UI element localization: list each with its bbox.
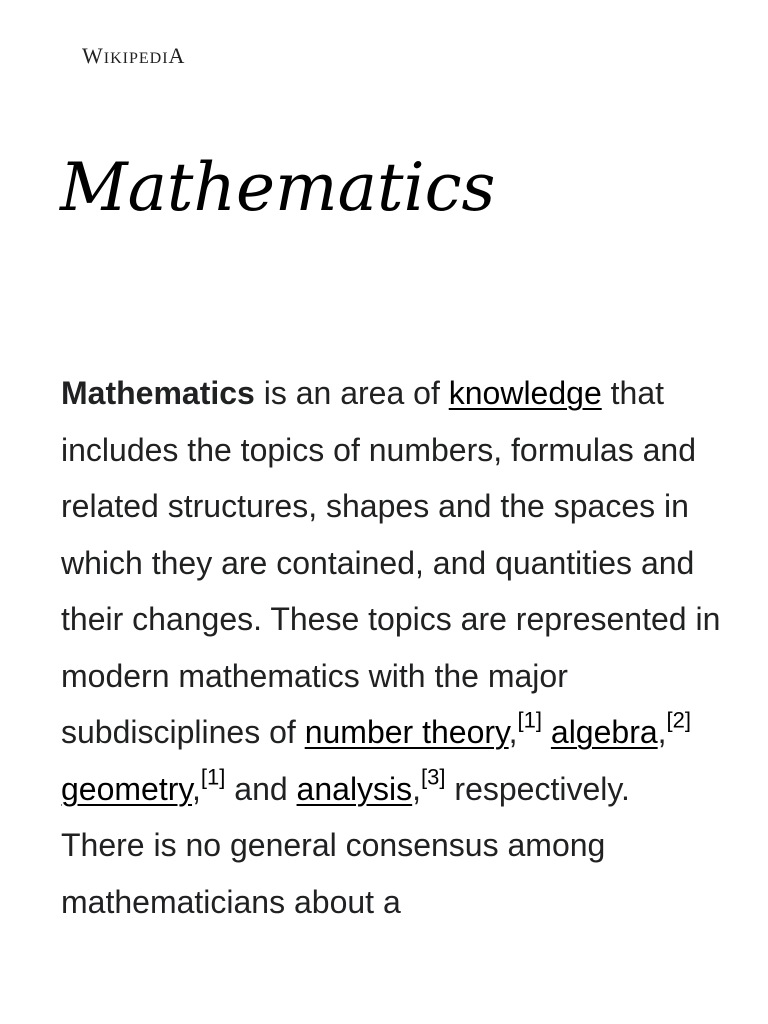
link-analysis[interactable]: analysis xyxy=(296,770,413,807)
link-algebra[interactable]: algebra xyxy=(550,714,658,750)
logo-small-caps: IKIPEDI xyxy=(103,50,169,67)
reference-1-link[interactable]: [1] xyxy=(517,707,542,733)
link-number-theory[interactable]: number theory xyxy=(304,714,509,750)
logo-letter-w: W xyxy=(82,43,104,68)
comma: , xyxy=(508,714,518,750)
logo-letter-a: A xyxy=(168,43,186,68)
comma: , xyxy=(412,770,422,807)
lead-text-1: is an area of xyxy=(254,375,449,411)
reference-2-link[interactable]: [2] xyxy=(666,707,691,733)
bold-term: Mathematics xyxy=(61,375,255,411)
article-lead-paragraph xyxy=(61,365,721,930)
link-knowledge[interactable]: knowledge xyxy=(448,375,602,411)
reference-2[interactable] xyxy=(667,708,691,733)
space xyxy=(542,714,551,750)
lead-text-2: that includes the topics of numbers, formulas and related structures, shapes and the spaces in which they are contained, and quantities and their changes. These topics are represented in modern mathematics with the major subdisciplines of xyxy=(61,375,721,750)
lead-text-3: and xyxy=(225,770,297,807)
page-title: Mathematics xyxy=(60,149,496,226)
comma: , xyxy=(657,714,667,750)
reference-3[interactable] xyxy=(201,764,225,789)
link-geometry[interactable]: geometry xyxy=(61,770,193,807)
reference-1[interactable] xyxy=(518,708,542,733)
lead-text-4: respectively. There is no general consensus among mathematicians about a xyxy=(61,770,630,920)
reference-3-link[interactable]: [1] xyxy=(200,764,226,790)
comma: , xyxy=(192,770,201,807)
reference-4-link[interactable]: [3] xyxy=(421,764,446,790)
reference-4[interactable] xyxy=(421,764,445,789)
wikipedia-logo[interactable] xyxy=(82,42,185,73)
